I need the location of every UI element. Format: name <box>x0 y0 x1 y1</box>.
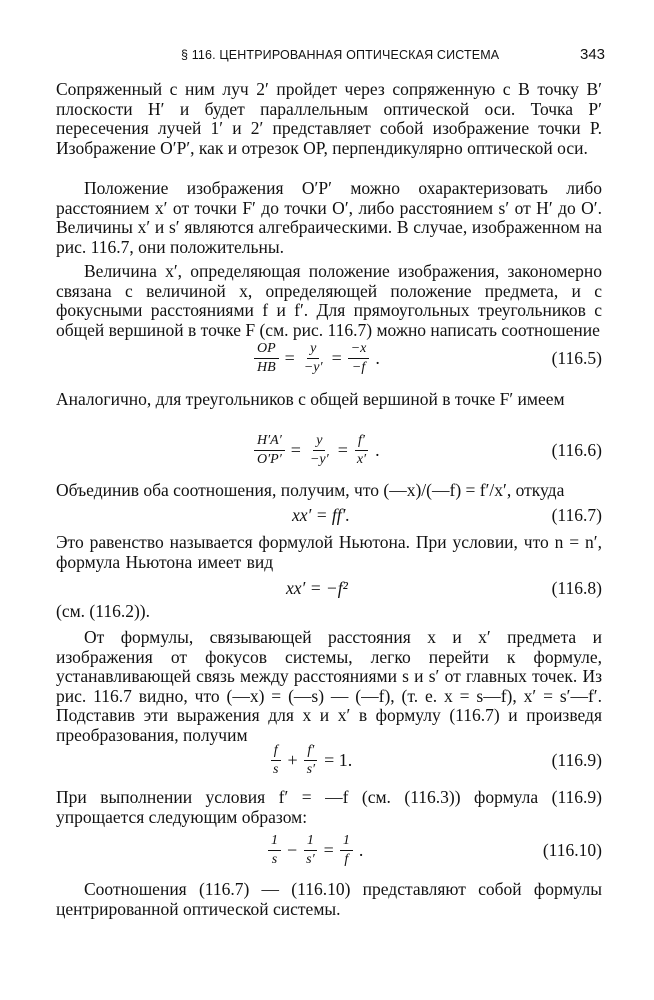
paragraph-10: Соотношения (116.7) — (116.10) представляют собой формулы центрированной оптической системы. <box>56 879 602 919</box>
fraction <box>304 743 319 778</box>
fraction <box>254 341 279 376</box>
period: . <box>375 347 380 368</box>
plus-sign: + <box>287 749 298 770</box>
equation-116-6 <box>56 430 602 470</box>
equation-number: (116.7) <box>551 504 602 525</box>
equation-116-5 <box>56 338 602 378</box>
fraction <box>348 341 370 376</box>
paragraph-6: Это равенство называется формулой Ньютона. При условии, что n = n′, формула Ньютона имеет вид <box>56 532 602 572</box>
equals-sign: = <box>290 439 301 460</box>
fraction <box>303 833 318 868</box>
section-title: § 116. ЦЕНТРИРОВАННАЯ ОПТИЧЕСКАЯ СИСТЕМА <box>181 48 500 62</box>
numerator: 1 <box>304 833 317 851</box>
denominator: s <box>271 851 278 867</box>
numerator: y <box>307 341 319 359</box>
equation-number: (116.5) <box>551 347 602 368</box>
equals-sign: = <box>337 439 348 460</box>
paragraph-7: (см. (116.2)). <box>56 601 151 621</box>
numerator: y <box>313 433 325 451</box>
equation-body <box>268 740 356 780</box>
equation-body <box>266 830 367 870</box>
numerator: 1 <box>268 833 281 851</box>
equation-number: (116.9) <box>551 749 602 770</box>
equation-116-8 <box>56 576 602 600</box>
paragraph-5: Объединив оба соотношения, получим, что (—x)/(—f) = f′/x′, откуда <box>56 480 565 500</box>
paragraph-1: Сопряженный с ним луч 2′ пройдет через сопряженную с B точку B′ плоскости H′ и будет параллельным оптической оси. Точка P′ пересечения лучей 1′ и 2′ представляет собой изображение точки P. Изображение O′P′, как и отрезок OP, перпендикулярно оптической оси. <box>56 79 602 158</box>
fraction <box>254 433 285 468</box>
equation-number: (116.10) <box>542 839 602 860</box>
fraction <box>354 433 369 468</box>
numerator: −x <box>348 341 370 359</box>
numerator: OP <box>254 341 279 359</box>
paragraph-4: Аналогично, для треугольников с общей вершиной в точке F′ имеем <box>56 389 565 409</box>
equals-sign: = <box>331 347 342 368</box>
equation-number: (116.8) <box>551 577 602 598</box>
denominator: −y′ <box>309 451 329 467</box>
equation-116-9 <box>56 740 602 780</box>
paragraph-9: При выполнении условия f′ = —f (см. (116.3)) формула (116.9) упрощается следующим образом: <box>56 787 602 827</box>
denominator: x′ <box>356 451 367 467</box>
equation-expression: xx′ = ff′. <box>292 504 350 525</box>
numerator: H′A′ <box>254 433 285 451</box>
numerator: f <box>271 743 281 761</box>
fraction <box>307 433 332 468</box>
fraction <box>268 833 281 868</box>
equation-body <box>286 576 348 600</box>
period: . <box>358 839 364 860</box>
fraction <box>340 833 353 868</box>
denominator: O′P′ <box>257 451 282 467</box>
minus-sign: − <box>287 839 298 860</box>
numerator: f′ <box>355 433 368 451</box>
fraction <box>270 743 281 778</box>
denominator: s <box>273 761 279 777</box>
equation-body <box>292 503 350 527</box>
denominator: s′ <box>306 851 315 867</box>
denominator: −f <box>351 359 366 375</box>
numerator: f′ <box>304 743 317 761</box>
fraction <box>301 341 326 376</box>
equals-sign: = <box>323 839 334 860</box>
equation-116-7 <box>56 503 602 527</box>
denominator: s′ <box>306 761 316 777</box>
paragraph-2: Положение изображения O′P′ можно охарактеризовать либо расстоянием x′ от точки F′ до точки O′, либо расстоянием s′ от H′ до O′. Величины x′ и s′ являются алгебраическими. В случае, изображенном на рис. 116.7, они положительны. <box>56 178 602 257</box>
paragraph-3: Величина x′, определяющая положение изображения, закономерно связана с величиной x, определяющей положение предмета, и с фокусными расстояниями f и f′. Для прямоугольных треугольников с общей вершиной в точке F (см. рис. 116.7) можно написать соотношение <box>56 261 602 340</box>
denominator: HB <box>257 359 276 375</box>
denominator: −y′ <box>303 359 323 375</box>
period: . <box>375 439 380 460</box>
running-header <box>0 44 654 68</box>
denominator: f <box>344 851 349 867</box>
numerator: 1 <box>340 833 353 851</box>
equation-body <box>252 338 384 378</box>
paragraph-8: От формулы, связывающей расстояния x и x′ предмета и изображения от фокусов системы, легко перейти к формуле, устанавливающей связь между расстояниями s и s′ от главных точек. Из рис. 116.7 видно, что (—x) = (—s) — (—f), (т. е. x = s—f), x′ = s′—f′. Подставив эти выражения для x и x′ в формулу (116.7) и произведя преобразования, получим <box>56 627 602 745</box>
equals-sign: = <box>284 347 295 368</box>
equation-body <box>252 430 384 470</box>
equation-expression: xx′ = −f² <box>286 577 348 598</box>
equation-116-10 <box>56 830 602 870</box>
page-number: 343 <box>580 46 606 63</box>
equation-number: (116.6) <box>551 439 602 460</box>
equation-rhs: = 1. <box>324 749 353 770</box>
